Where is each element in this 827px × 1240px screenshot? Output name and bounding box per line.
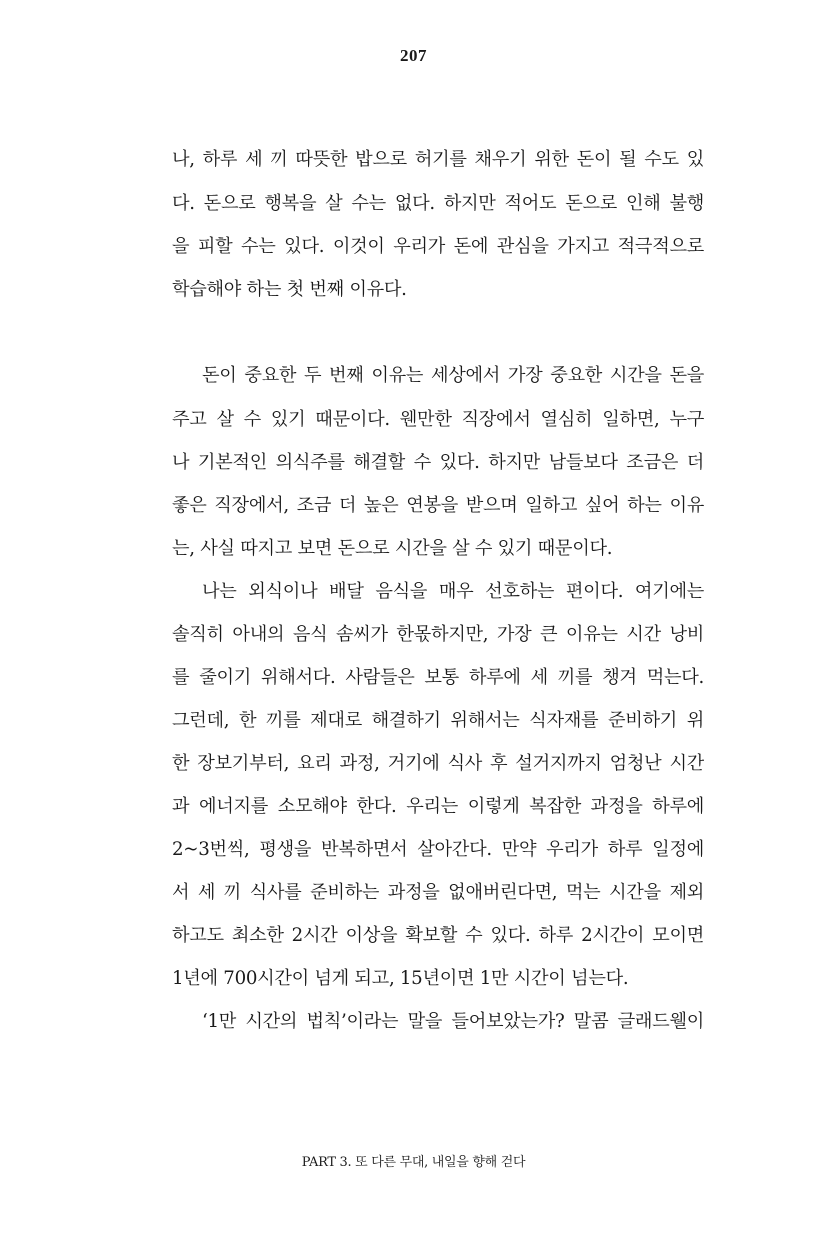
text-line: 솔직히 아내의 음식 솜씨가 한몫하지만, 가장 큰 이유는 시간 낭비 xyxy=(172,624,704,645)
text-line: 를 줄이기 위해서다. 사람들은 보통 하루에 세 끼를 챙겨 먹는다. xyxy=(172,667,704,688)
running-footer: PART 3. 또 다른 무대, 내일을 향해 걷다 xyxy=(301,1155,526,1170)
text-line: 2~3번씩, 평생을 반복하면서 살아간다. 만약 우리가 하루 일정에 xyxy=(172,839,704,860)
text-line: 과 에너지를 소모해야 한다. 우리는 이렇게 복잡한 과정을 하루에 xyxy=(172,796,704,817)
text-line: 나는 외식이나 배달 음식을 매우 선호하는 편이다. 여기에는 xyxy=(202,581,704,602)
text-line: 을 피할 수는 있다. 이것이 우리가 돈에 관심을 가지고 적극적으로 xyxy=(172,236,704,257)
text-line: 그런데, 한 끼를 제대로 해결하기 위해서는 식자재를 준비하기 위 xyxy=(172,710,704,731)
text-line: 나, 하루 세 끼 따뜻한 밥으로 허기를 채우기 위한 돈이 될 수도 있 xyxy=(172,149,704,170)
text-line: 주고 살 수 있기 때문이다. 웬만한 직장에서 열심히 일하면, 누구 xyxy=(172,409,704,430)
text-line: 나 기본적인 의식주를 해결할 수 있다. 하지만 남들보다 조금은 더 xyxy=(172,452,704,473)
text-line: 는, 사실 따지고 보면 돈으로 시간을 살 수 있기 때문이다. xyxy=(172,538,613,559)
text-line: 다. 돈으로 행복을 살 수는 없다. 하지만 적어도 돈으로 인해 불행 xyxy=(172,193,704,214)
text-line: 서 세 끼 식사를 준비하는 과정을 없애버린다면, 먹는 시간을 제외 xyxy=(172,882,704,903)
page-number: 207 xyxy=(400,46,427,65)
text-line: 돈이 중요한 두 번째 이유는 세상에서 가장 중요한 시간을 돈을 xyxy=(202,365,704,386)
text-line: 한 장보기부터, 요리 과정, 거기에 식사 후 설거지까지 엄청난 시간 xyxy=(172,753,704,774)
text-line: 1년에 700시간이 넘게 되고, 15년이면 1만 시간이 넘는다. xyxy=(172,968,629,989)
text-line: 좋은 직장에서, 조금 더 높은 연봉을 받으며 일하고 싶어 하는 이유 xyxy=(172,495,704,516)
text-line: ‘1만 시간의 법칙’이라는 말을 들어보았는가? 말콤 글래드웰이 xyxy=(202,1011,704,1032)
text-line: 학습해야 하는 첫 번째 이유다. xyxy=(172,279,407,300)
text-line: 하고도 최소한 2시간 이상을 확보할 수 있다. 하루 2시간이 모이면 xyxy=(172,925,704,946)
